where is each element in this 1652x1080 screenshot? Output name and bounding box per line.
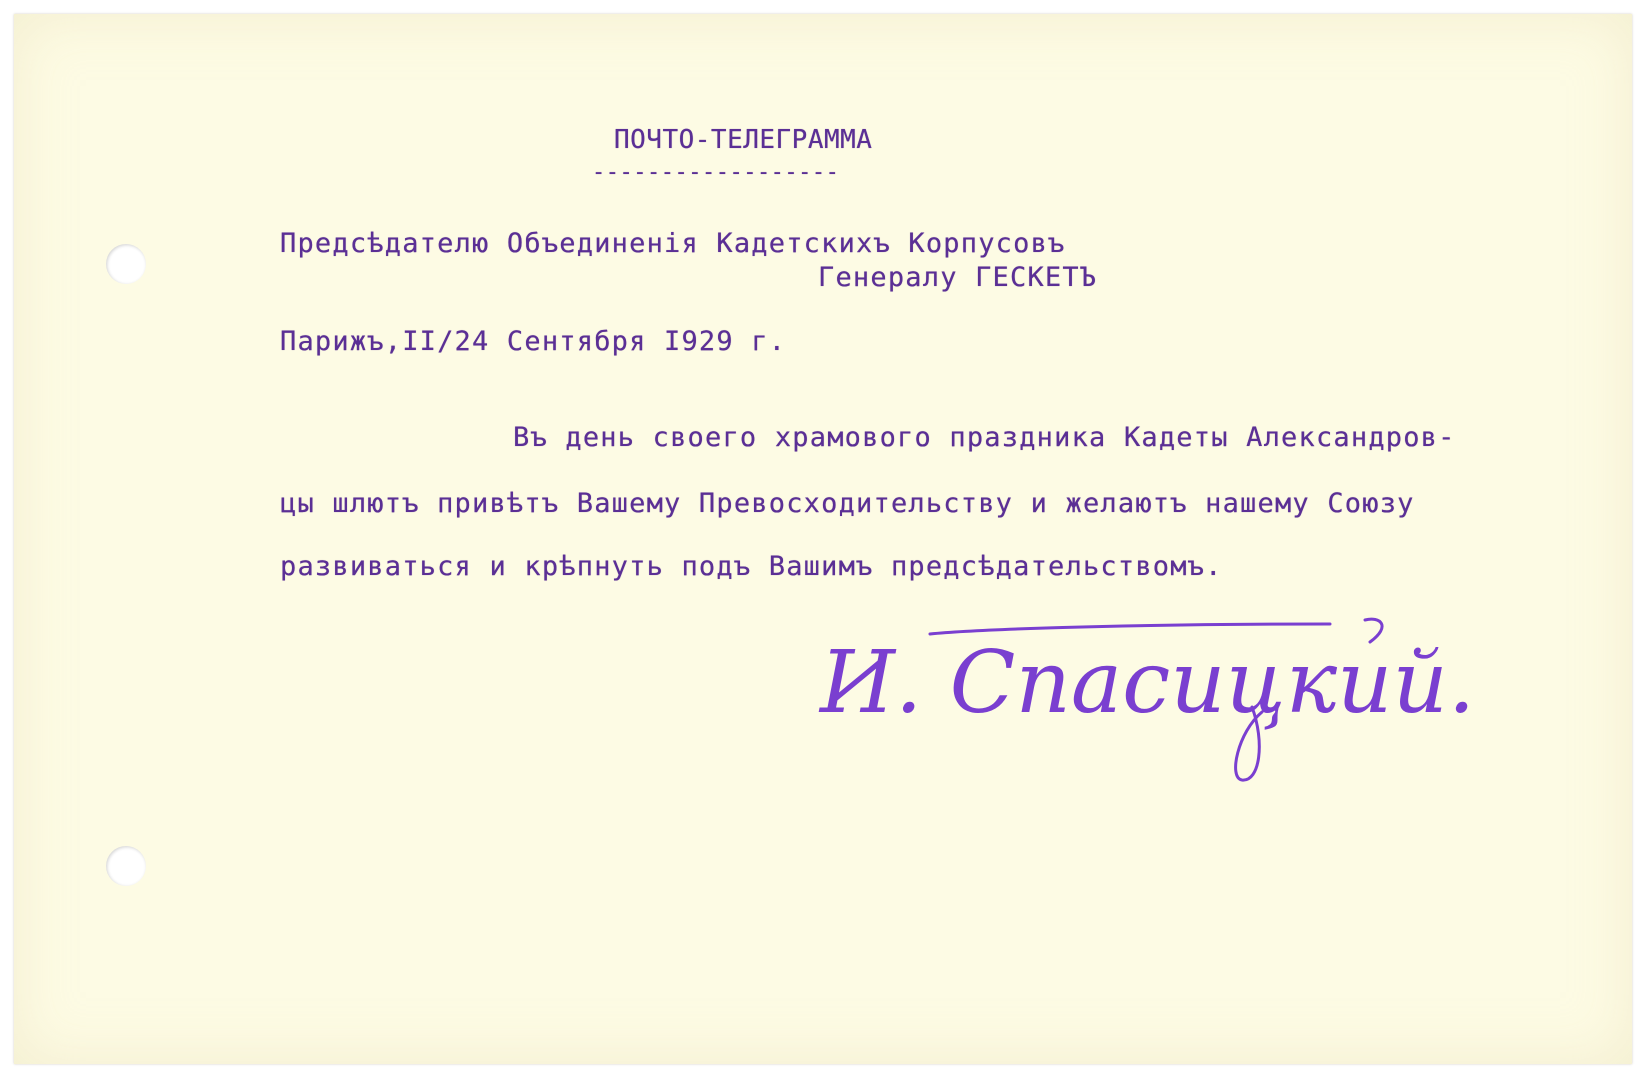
punch-hole-bottom: [106, 846, 146, 886]
body-line-2: цы шлютъ привѣтъ Вашему Превосходительству и желаютъ нашему Союзу: [280, 488, 1415, 519]
addressee-line-2: Генералу ГЕСКЕТЪ: [818, 262, 1098, 293]
handwritten-signature: [810, 612, 1510, 792]
title-underline: ------------------: [592, 160, 840, 185]
place-and-date: Парижъ,II/24 Сентября I929 г.: [280, 326, 787, 357]
punch-hole-top: [106, 244, 146, 284]
body-line-3: развиваться и крѣпнуть подъ Вашимъ предсѣдательствомъ.: [280, 551, 1223, 582]
addressee-line-1: Предсѣдателю Объединенія Кадетскихъ Корпусовъ: [280, 228, 1066, 259]
document-title: ПОЧТО-ТЕЛЕГРАММА: [614, 125, 873, 155]
signature-text: И. Спасицкий.: [820, 633, 1476, 733]
body-line-1: Въ день своего храмового праздника Кадеты Александров-: [513, 422, 1456, 453]
